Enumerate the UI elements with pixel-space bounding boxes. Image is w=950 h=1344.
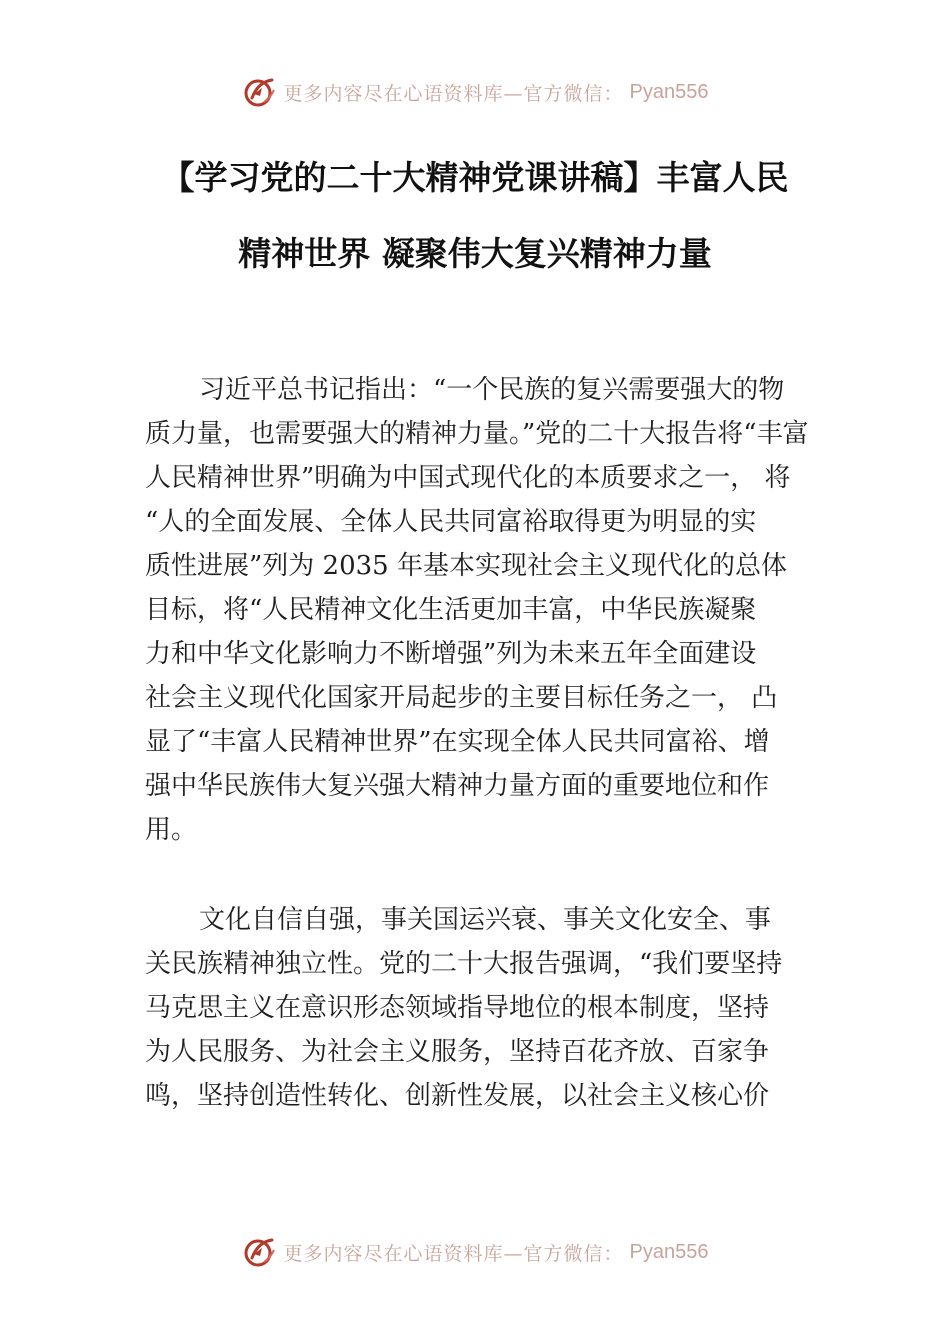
document-title-line-1: 【学习党的二十大精神党课讲稿】丰富人民 — [161, 158, 789, 197]
watermark-wechat-id: Pyan556 — [629, 1240, 709, 1263]
paragraph-1 — [145, 368, 825, 852]
paragraph-line: 力和中华文化影响力不断增强”列为未来五年全面建设 — [145, 639, 757, 669]
paragraph-line: 鸣，坚持创造性转化、创新性发展，以社会主义核心价 — [145, 1081, 770, 1111]
paragraph-line: 人民精神世界”明确为中国式现代化的本质要求之一， 将 — [145, 463, 791, 493]
paragraph-line: 马克思主义在意识形态领域指导地位的根本制度，坚持 — [145, 993, 770, 1023]
paragraph-line: 文化自信自强，事关国运兴衰、事关文化安全、事 — [199, 905, 772, 935]
paragraph-2 — [145, 898, 825, 1118]
paragraph-line: 社会主义现代化国家开局起步的主要目标任务之一， 凸 — [145, 683, 778, 713]
brand-logo-icon — [242, 1234, 278, 1270]
watermark-text: 更多内容尽在心语资料库—官方微信： — [283, 1242, 624, 1265]
watermark-wechat-id: Pyan556 — [629, 80, 709, 103]
paragraph-line: 为人民服务、为社会主义服务，坚持百花齐放、百家争 — [145, 1037, 770, 1067]
footer-watermark — [0, 1232, 950, 1272]
paragraph-line: 质性进展”列为 2035 年基本实现社会主义现代化的总体 — [145, 551, 787, 581]
paragraph-line: 用。 — [145, 815, 198, 845]
document-title-line-2: 精神世界 凝聚伟大复兴精神力量 — [238, 234, 712, 273]
watermark-text: 更多内容尽在心语资料库—官方微信： — [283, 82, 624, 105]
paragraph-line: “人的全面发展、全体人民共同富裕取得更为明显的实 — [145, 507, 757, 537]
paragraph-line: 质力量，也需要强大的精神力量。”党的二十大报告将“丰富 — [145, 419, 809, 449]
brand-logo-icon — [242, 74, 278, 110]
paragraph-line: 显了“丰富人民精神世界”在实现全体人民共同富裕、增 — [145, 727, 770, 757]
paragraph-line: 强中华民族伟大复兴强大精神力量方面的重要地位和作 — [145, 771, 770, 801]
header-watermark — [0, 72, 950, 112]
paragraph-line: 习近平总书记指出：“一个民族的复兴需要强大的物 — [199, 375, 785, 405]
paragraph-line: 目标，将“人民精神文化生活更加丰富，中华民族凝聚 — [145, 595, 757, 625]
paragraph-line: 关民族精神独立性。党的二十大报告强调，“我们要坚持 — [145, 949, 783, 979]
